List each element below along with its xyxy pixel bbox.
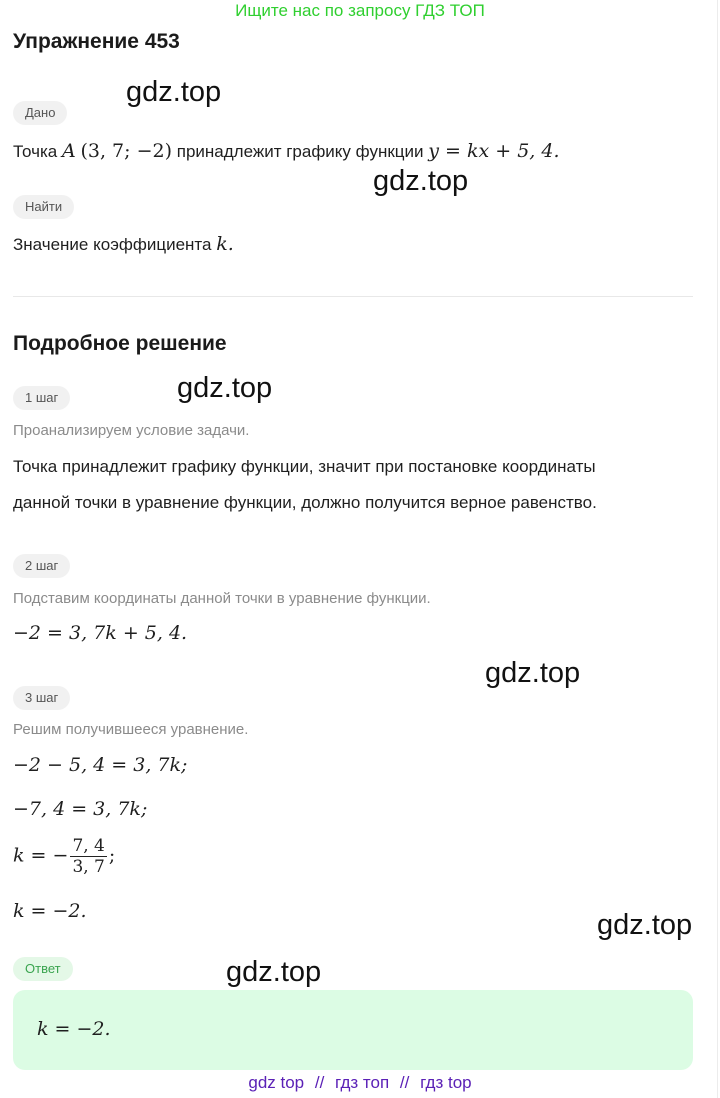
solution-title: Подробное решение [13, 332, 227, 355]
footer-link-gdz-top-mixed[interactable]: гдз top [420, 1073, 472, 1092]
step3-hint: Решим получившееся уравнение. [13, 721, 249, 738]
step2-hint: Подставим координаты данной точки в уравнение функции. [13, 590, 431, 607]
fraction-denominator: 3, 7 [72, 857, 105, 877]
step2-chip: 2 шаг [13, 554, 70, 578]
footer-separator: // [314, 1073, 325, 1092]
find-text [13, 233, 234, 255]
step3-chip: 3 шаг [13, 686, 70, 710]
watermark: gdz.top [126, 76, 222, 108]
footer-link-gdz-top[interactable]: gdz top [248, 1073, 305, 1092]
find-var: k. [216, 233, 234, 255]
step3-fraction [70, 836, 106, 877]
step3-eq1: −2 − 5, 4 = 3, 7k; [13, 754, 188, 776]
point-name: A [62, 140, 76, 162]
step1-chip: 1 шаг [13, 386, 70, 410]
step3-eq3-tail: ; [108, 844, 116, 867]
answer-chip: Ответ [13, 957, 73, 981]
step3-eq4: k = −2. [13, 900, 87, 922]
footer-separator: // [399, 1073, 410, 1092]
page-title: Упражнение 453 [13, 30, 180, 53]
given-text-mid: принадлежит графику функции [176, 142, 424, 161]
given-text [13, 140, 560, 162]
answer-box [13, 990, 693, 1070]
step1-line1: Точка принадлежит графику функции, значит при постановке координаты [13, 457, 596, 476]
step1-hint: Проанализируем условие задачи. [13, 422, 250, 439]
find-chip: Найти [13, 195, 74, 219]
watermark: gdz.top [597, 909, 693, 941]
given-text-prefix: Точка [13, 142, 58, 161]
footer [0, 1073, 720, 1093]
step2-equation: −2 = 3, 7k + 5, 4. [13, 622, 188, 644]
step3-eq3-left: k = − [13, 844, 69, 867]
given-chip: Дано [13, 101, 67, 125]
point-coords: (3, 7; −2) [80, 140, 172, 162]
find-text-prefix: Значение коэффициента [13, 235, 212, 254]
watermark: gdz.top [177, 372, 273, 404]
watermark: gdz.top [373, 165, 469, 197]
footer-link-gdz-top-ru[interactable]: гдз топ [335, 1073, 390, 1092]
watermark: gdz.top [485, 657, 581, 689]
function-formula: y = kx + 5, 4. [428, 140, 560, 162]
watermark: gdz.top [226, 956, 322, 988]
fraction-numerator: 7, 4 [72, 836, 105, 856]
step1-line2: данной точки в уравнение функции, должно получится верное равенство. [13, 493, 597, 512]
section-divider [13, 296, 693, 297]
top-banner: Ищите нас по запросу ГДЗ ТОП [235, 1, 485, 20]
step3-eq2: −7, 4 = 3, 7k; [13, 798, 148, 820]
answer-value: k = −2. [37, 1018, 111, 1040]
step3-eq3 [13, 836, 115, 877]
right-border [717, 0, 718, 1098]
